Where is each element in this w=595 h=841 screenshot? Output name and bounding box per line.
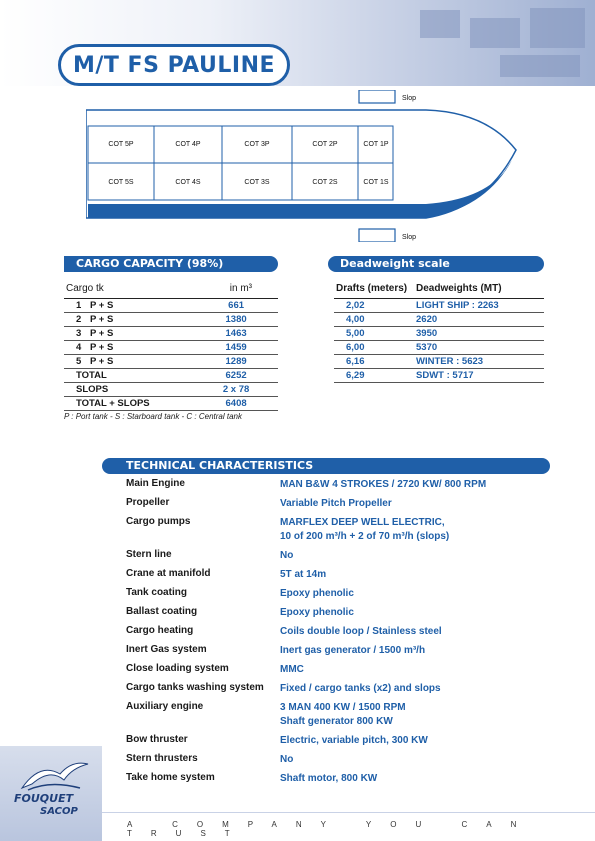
col-drafts: Drafts (meters) [334,280,414,298]
technical-list [126,478,486,791]
slop-top-label: Slop [402,95,417,102]
header-photo-detail [530,8,585,48]
table-row [64,298,278,312]
row-no: 1 [64,298,88,312]
list-item [126,549,486,563]
table-row [334,298,544,312]
table-row [64,326,278,340]
tank-3s: COT 3S [244,179,270,186]
list-item [126,516,486,544]
row-value: 1289 [194,354,278,368]
ship-tank-plan [86,90,536,242]
spec-key: Stern thrusters [126,753,198,764]
spec-value-line: MAN B&W 4 STROKES / 2720 KW/ 800 RPM [280,479,487,490]
draft-value: 5,00 [334,326,414,340]
deadweight-table [334,280,544,383]
deadweight-value: 5370 [414,340,544,354]
spec-value-line: Coils double loop / Stainless steel [280,626,442,637]
list-item [126,568,486,582]
tank-legend-note: P : Port tank - S : Starboard tank - C : Central tank [64,412,242,421]
draft-value: 6,00 [334,340,414,354]
deadweight-value: SDWT : 5717 [414,368,544,382]
spec-value [280,478,486,492]
table-row [334,340,544,354]
cargo-capacity-heading: CARGO CAPACITY (98%) [64,256,278,272]
list-item [126,772,486,786]
table-row [334,354,544,368]
spec-value-line: Shaft motor, 800 KW [280,773,378,784]
seagull-logo-icon [20,758,90,792]
header-photo-detail [420,10,460,38]
total-slops-row [64,396,278,410]
table-row [64,340,278,354]
total-value: 6252 [194,368,278,382]
spec-value-line: MARFLEX DEEP WELL ELECTRIC, [280,517,445,528]
spec-key: Propeller [126,497,170,508]
list-item [126,606,486,620]
deadweight-value: 3950 [414,326,544,340]
list-item [126,497,486,511]
col-deadweights: Deadweights (MT) [414,280,544,298]
tank-4p: COT 4P [175,141,201,148]
draft-value: 6,16 [334,354,414,368]
total-row [64,368,278,382]
row-no: 4 [64,340,88,354]
spec-value-line: Epoxy phenolic [280,607,354,618]
spec-value [280,587,354,601]
row-no: 5 [64,354,88,368]
list-item [126,478,486,492]
list-item [126,587,486,601]
spec-key: Inert Gas system [126,644,207,655]
row-side: P + S [88,340,194,354]
logo-text-fouquet: FOUQUET [14,792,74,805]
tank-4s: COT 4S [175,179,201,186]
spec-key: Main Engine [126,478,185,489]
table-row [64,354,278,368]
table-header-row [64,280,278,298]
tank-5p: COT 5P [108,141,134,148]
row-no: 3 [64,326,88,340]
spec-key: Cargo pumps [126,516,191,527]
total-label: TOTAL [64,368,194,382]
spec-key: Bow thruster [126,734,188,745]
spec-key: Take home system [126,772,215,783]
tank-2p: COT 2P [312,141,338,148]
spec-value [280,663,304,677]
spec-key: Auxiliary engine [126,701,204,712]
company-tagline: A COMPANY YOU CAN TRUST [127,820,536,838]
spec-value [280,568,326,582]
table-row [334,312,544,326]
spec-value-line: 10 of 200 m³/h + 2 of 70 m³/h (slops) [280,531,450,542]
spec-key: Cargo heating [126,625,194,636]
spec-value-line: Epoxy phenolic [280,588,354,599]
spec-key: Close loading system [126,663,229,674]
row-value: 1463 [194,326,278,340]
row-side: P + S [88,354,194,368]
slops-value: 2 x 78 [194,382,278,396]
spec-value [280,606,354,620]
deadweight-value: WINTER : 5623 [414,354,544,368]
slops-row [64,382,278,396]
spec-value-line: Shaft generator 800 KW [280,716,393,727]
technical-heading: TECHNICAL CHARACTERISTICS [102,458,550,474]
list-item [126,701,486,729]
ship-title-box [58,44,290,86]
table-row [334,368,544,382]
table-row [64,312,278,326]
spec-value-line: MMC [280,664,304,675]
spec-value [280,772,377,786]
footer-divider [102,812,595,813]
spec-value-line: Variable Pitch Propeller [280,498,392,509]
draft-value: 2,02 [334,298,414,312]
spec-key: Ballast coating [126,606,198,617]
row-side: P + S [88,298,194,312]
spec-value [280,625,442,639]
table-header-row [334,280,544,298]
spec-key: Stern line [126,549,172,560]
slop-bottom-label: Slop [402,234,417,241]
spec-value [280,549,293,563]
deadweight-value: LIGHT SHIP : 2263 [414,298,544,312]
col-cargo-tank: Cargo tk [64,280,194,298]
slops-label: SLOPS [64,382,194,396]
spec-value [280,497,392,511]
row-value: 1459 [194,340,278,354]
row-no: 2 [64,312,88,326]
deadweight-value: 2620 [414,312,544,326]
slop-top-box [359,90,395,103]
spec-value-line: Inert gas generator / 1500 m³/h [280,645,426,656]
header-photo-detail [470,18,520,48]
spec-value-line: Fixed / cargo tanks (x2) and slops [280,683,441,694]
list-item [126,625,486,639]
spec-value-line: No [280,550,294,561]
spec-value-line: 5T at 14m [280,569,327,580]
spec-value-line: Electric, variable pitch, 300 KW [280,735,428,746]
list-item [126,734,486,748]
table-row [334,326,544,340]
row-side: P + S [88,312,194,326]
tank-5s: COT 5S [108,179,134,186]
spec-value [280,701,406,729]
row-value: 1380 [194,312,278,326]
row-side: P + S [88,326,194,340]
spec-value-line: No [280,754,294,765]
list-item [126,682,486,696]
row-value: 661 [194,298,278,312]
list-item [126,644,486,658]
tank-1p: COT 1P [363,141,389,148]
logo-text-sacop: SACOP [40,806,78,817]
spec-value [280,516,449,544]
spec-value [280,734,428,748]
list-item [126,753,486,767]
header-photo-detail [500,55,580,77]
col-unit: in m³ [194,280,278,298]
spec-key: Crane at manifold [126,568,211,579]
ship-title: M/T FS PAULINE [72,52,276,78]
deadweight-heading: Deadweight scale [328,256,544,272]
cargo-capacity-table [64,280,278,411]
spec-key: Cargo tanks washing system [126,682,264,693]
list-item [126,663,486,677]
spec-key: Tank coating [126,587,187,598]
total-slops-value: 6408 [194,396,278,410]
draft-value: 4,00 [334,312,414,326]
spec-value [280,682,441,696]
tank-1s: COT 1S [363,179,389,186]
total-slops-label: TOTAL + SLOPS [64,396,194,410]
spec-value [280,644,425,658]
spec-value [280,753,293,767]
draft-value: 6,29 [334,368,414,382]
tank-2s: COT 2S [312,179,338,186]
tank-3p: COT 3P [244,141,270,148]
slop-bottom-box [359,229,395,242]
spec-value-line: 3 MAN 400 KW / 1500 RPM [280,702,406,713]
